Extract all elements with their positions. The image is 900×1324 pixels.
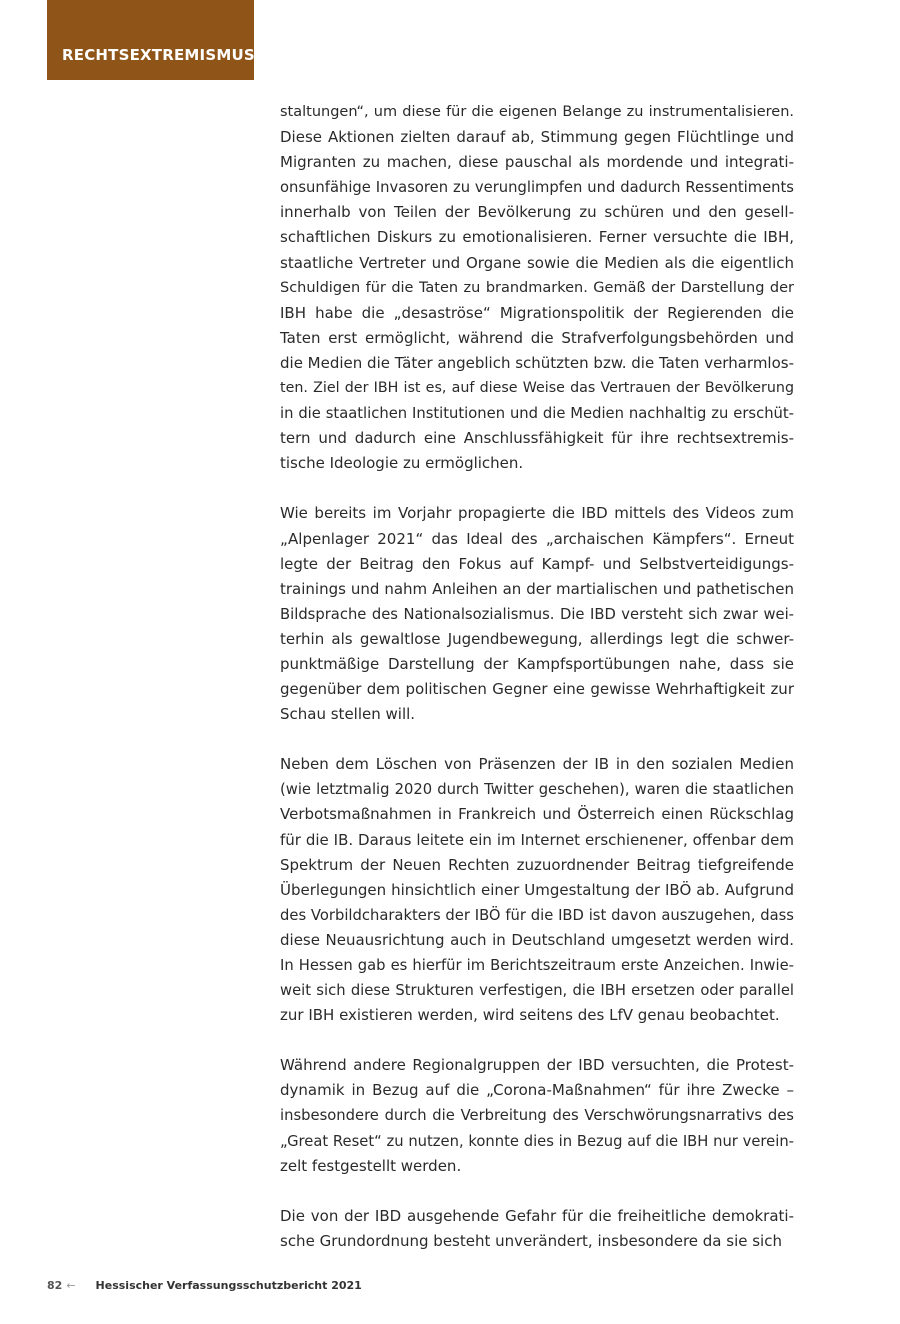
text-line: Taten erst ermöglicht, während die Strafverfolgungsbehörden und — [280, 328, 794, 347]
paragraph — [280, 752, 794, 1028]
paragraph — [280, 1204, 794, 1254]
body-text — [280, 100, 794, 1279]
text-line: die Medien die Täter angeblich schützten bzw. die Taten verharmlos- — [280, 353, 794, 372]
text-line: Spektrum der Neuen Rechten zuzuordnender Beitrag tiefgreifende — [280, 855, 794, 874]
text-line: punktmäßige Darstellung der Kampfsportübungen nahe, dass sie — [280, 654, 794, 673]
text-line: Verbotsmaßnahmen in Frankreich und Österreich einen Rückschlag — [280, 805, 794, 824]
text-line: staatliche Vertreter und Organe sowie die Medien als die eigentlich — [280, 253, 794, 272]
text-line: terhin als gewaltlose Jugendbewegung, allerdings legt die schwer- — [280, 629, 794, 648]
text-line: staltungen“, um diese für die eigenen Belange zu instrumentalisieren. — [280, 104, 794, 120]
arrow-left-icon: ← — [66, 1279, 76, 1292]
text-line: schaftlichen Diskurs zu emotionalisieren. Ferner versuchte die IBH, — [280, 228, 794, 247]
text-line: IBH habe die „desaströse“ Migrationspolitik der Regierenden die — [280, 303, 794, 322]
paragraph — [280, 1053, 794, 1178]
text-line: zur IBH existieren werden, wird seitens des LfV genau beobachtet. — [280, 1006, 780, 1025]
text-line: tische Ideologie zu ermöglichen. — [280, 454, 524, 473]
text-line: innerhalb von Teilen der Bevölkerung zu schüren und den gesell- — [280, 203, 794, 222]
text-line: Neben dem Löschen von Präsenzen der IB in den sozialen Medien — [280, 755, 794, 774]
text-line: legte der Beitrag den Fokus auf Kampf- und Selbstverteidigungs- — [280, 554, 794, 573]
publication-title: Hessischer Verfassungsschutzbericht 2021 — [95, 1279, 362, 1292]
text-line: „Alpenlager 2021“ das Ideal des „archaischen Kämpfers“. Erneut — [280, 529, 794, 548]
text-line: tern und dadurch eine Anschlussfähigkeit für ihre rechtsextremis- — [280, 429, 794, 448]
text-line: dynamik in Bezug auf die „Corona-Maßnahmen“ für ihre Zwecke – — [280, 1081, 794, 1100]
text-line: Überlegungen hinsichtlich einer Umgestaltung der IBÖ ab. Aufgrund — [280, 880, 794, 899]
text-line: Wie bereits im Vorjahr propagierte die IBD mittels des Videos zum — [280, 504, 794, 523]
section-label: RECHTSEXTREMISMUS — [62, 46, 255, 64]
paragraph — [280, 501, 794, 727]
text-line: Während andere Regionalgruppen der IBD versuchten, die Protest- — [280, 1056, 794, 1075]
text-line: (wie letztmalig 2020 durch Twitter geschehen), waren die staatlichen — [280, 781, 794, 799]
text-line: in die staatlichen Institutionen und die Medien nachhaltig zu erschüt- — [280, 405, 794, 423]
text-line: insbesondere durch die Verbreitung des Verschwörungsnarrativs des — [280, 1107, 794, 1125]
text-line: trainings und nahm Anleihen an der martialischen und pathetischen — [280, 579, 794, 598]
page-number: 82 — [47, 1279, 63, 1292]
text-line: Bildsprache des Nationalsozialismus. Die IBD versteht sich zwar wei- — [280, 605, 794, 623]
text-line: diese Neuausrichtung auch in Deutschland umgesetzt werden wird. — [280, 930, 794, 949]
text-line: gegenüber dem politischen Gegner eine gewisse Wehrhaftigkeit zur — [280, 680, 794, 699]
text-line: Diese Aktionen zielten darauf ab, Stimmung gegen Flüchtlinge und — [280, 128, 794, 147]
text-line: Die von der IBD ausgehende Gefahr für die freiheitliche demokrati- — [280, 1206, 794, 1225]
text-line: ten. Ziel der IBH ist es, auf diese Weise das Vertrauen der Bevölkerung — [280, 380, 794, 397]
text-line: für die IB. Daraus leitete ein im Internet erschienener, offenbar dem — [280, 830, 794, 849]
text-line: „Great Reset“ zu nutzen, konnte dies in Bezug auf die IBH nur verein- — [280, 1132, 794, 1150]
paragraph — [280, 100, 794, 476]
text-line: In Hessen gab es hierfür im Berichtszeitraum erste Anzeichen. Inwie- — [280, 957, 794, 974]
text-line: weit sich diese Strukturen verfestigen, die IBH ersetzen oder parallel — [280, 982, 794, 1000]
text-line: des Vorbildcharakters der IBÖ für die IBD ist davon auszugehen, dass — [280, 906, 794, 924]
text-line: Migranten zu machen, diese pauschal als mordende und integrati- — [280, 153, 794, 172]
text-line: Schau stellen will. — [280, 705, 416, 724]
text-line: Schuldigen für die Taten zu brandmarken. Gemäß der Darstellung der — [280, 279, 794, 296]
page-footer — [47, 1279, 362, 1292]
section-header-tab — [47, 0, 254, 80]
text-line: zelt festgestellt werden. — [280, 1156, 462, 1175]
text-line: onsunfähige Invasoren zu verunglimpfen und dadurch Ressentiments — [280, 179, 794, 197]
text-line: sche Grundordnung besteht unverändert, insbesondere da sie sich — [280, 1231, 782, 1250]
